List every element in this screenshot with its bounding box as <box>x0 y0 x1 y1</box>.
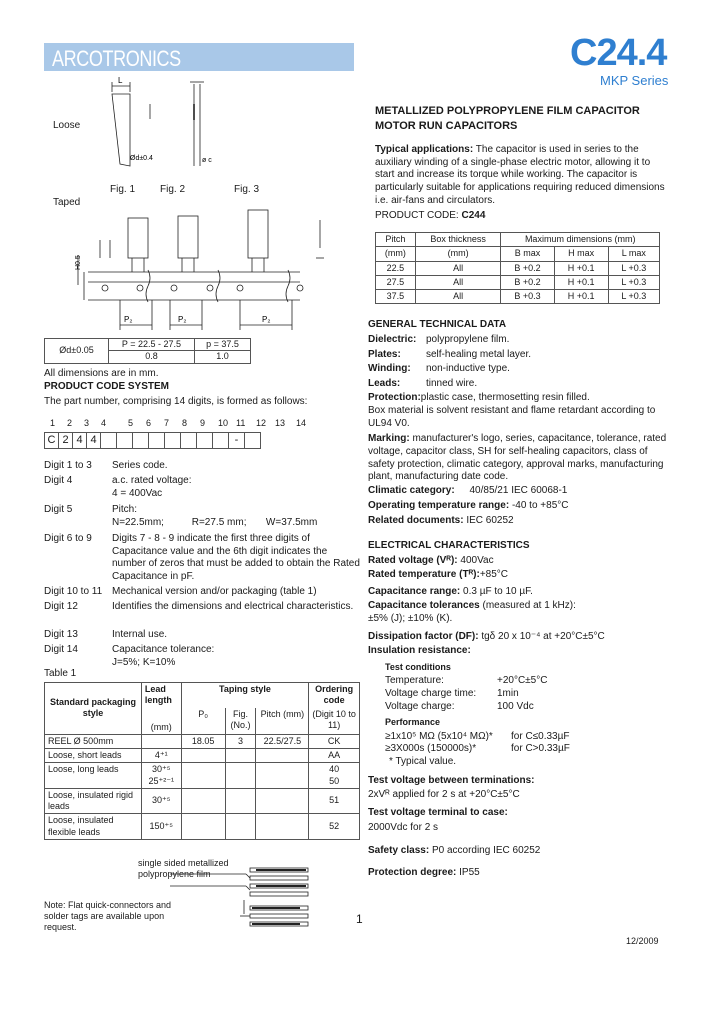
general-value: non-inductive type. <box>426 363 510 374</box>
table1-cell: 40 50 <box>309 763 360 789</box>
table1-cell <box>256 749 309 763</box>
loose-label: Loose <box>53 120 81 131</box>
digit-box <box>181 433 197 449</box>
ref-cell: 1.0 <box>195 351 251 363</box>
table1-cell <box>256 788 309 814</box>
product-code <box>375 210 485 223</box>
dims-cell: B +0.2 <box>501 275 554 289</box>
dims-sub-cell: H max <box>554 247 608 261</box>
brand-logo: ARCOTRONICS <box>52 46 181 71</box>
safety-label: Safety class: <box>368 844 430 856</box>
dims-cell: H +0.1 <box>554 290 608 304</box>
digit-key: Digit 14 <box>44 644 78 655</box>
safety-value: P0 according IEC 60252 <box>431 844 541 856</box>
dims-header-box: Box thickness <box>415 233 501 247</box>
film-label: single sided metallized polypropylene film <box>138 858 229 879</box>
tv-case-label: Test voltage terminal to case: <box>368 807 508 819</box>
df-label: Dissipation factor (DF): <box>368 631 479 643</box>
table1-cell <box>225 788 256 814</box>
climatic-row <box>368 485 668 498</box>
protection-row <box>368 867 668 880</box>
cap-range-label: Capacitance range: <box>368 586 461 598</box>
dims-cell: B +0.2 <box>501 261 554 275</box>
dim-c-label: ø c <box>202 157 212 164</box>
digit-key: Digit 12 <box>44 601 78 612</box>
test-conditions-heading: Test conditions <box>385 661 451 672</box>
rated-voltage-row <box>368 555 668 568</box>
title-line-1: METALLIZED POLYPROPYLENE FILM CAPACITOR <box>375 105 640 117</box>
cap-tol-label: Capacitance tolerances <box>368 600 480 612</box>
cap-range-row <box>368 586 668 599</box>
table1-cell: Loose, long leads <box>45 763 142 789</box>
dims-cell: H +0.1 <box>554 261 608 275</box>
digit-value: Internal use. <box>112 629 168 640</box>
protection-value: IP55 <box>459 867 480 879</box>
table1-cell <box>141 734 181 748</box>
cap-tol-row <box>368 600 668 613</box>
dims-cell: L +0.3 <box>608 290 659 304</box>
dims-sub-cell: (mm) <box>415 247 501 261</box>
table1-cell: 22.5/27.5 <box>256 734 309 748</box>
general-key: Protection: <box>368 392 421 403</box>
dims-cell: L +0.3 <box>608 275 659 289</box>
digit-position: 12 <box>256 418 267 428</box>
digit-box: 2 <box>59 433 73 449</box>
digit-position: 10 <box>218 418 229 428</box>
connector-note: Note: Flat quick-connectors and solder tags are available upon request. <box>44 900 172 932</box>
digit-value: Mechanical version and/or packaging (table 1) <box>112 586 317 597</box>
climatic-label: Climatic category: <box>368 485 455 497</box>
fig2-label: Fig. 2 <box>160 184 186 195</box>
general-item <box>368 349 668 364</box>
digit-value: 4 = 400Vac <box>112 488 163 499</box>
pitch-label-2: P₂ <box>178 315 187 324</box>
general-item <box>368 334 668 349</box>
digit-position: 7 <box>164 418 170 428</box>
digit-value: Capacitance tolerance: <box>112 644 215 655</box>
dims-cell: 27.5 <box>376 275 416 289</box>
perf-value: for C>0.33µF <box>511 743 570 755</box>
table1-cell <box>225 763 256 789</box>
docs-row <box>368 515 668 528</box>
table1-cell: 52 <box>309 814 360 840</box>
digit-position: 13 <box>275 418 286 428</box>
tv-term-label: Test voltage between terminations: <box>368 774 535 786</box>
table1-sub-cell: (Digit 10 to 11) <box>309 708 360 735</box>
ref-cell: p = 37.5 <box>195 339 251 351</box>
digit-position: 11 <box>236 418 246 428</box>
digit-value: Identifies the dimensions and electrical characteristics. <box>112 601 354 612</box>
winding-construction-drawing <box>170 862 320 932</box>
dims-cell: 37.5 <box>376 290 416 304</box>
digit-value: J=5%; K=10% <box>112 657 176 668</box>
cap-range-value: 0.3 µF to 10 µF. <box>463 586 533 598</box>
box-material-text: Box material is solvent resistant and flame retardant according to UL94 V0. <box>368 405 656 429</box>
tc-value: +20°C±5°C <box>497 675 548 687</box>
digit-key: Digit 6 to 9 <box>44 533 92 544</box>
applications-text: The capacitor is used in series to the auxiliary winding of a single-phase electric motor, allowing it to start and increase its torque while working. The capacitor is particularly suitable for applications requiring reduced dimensions i.e. air-fans and circulators. <box>375 144 665 206</box>
table1-cell: 4⁺¹ <box>141 749 181 763</box>
table1-cell <box>225 749 256 763</box>
dims-subheader-row <box>376 247 660 261</box>
dim-d-label: Ød±0.4 <box>130 155 153 162</box>
digit-box <box>197 433 213 449</box>
digit-value: N=22.5mm; R=27.5 mm; W=37.5mm <box>112 517 318 528</box>
general-key: Winding: <box>368 363 411 374</box>
test-conditions <box>385 675 668 713</box>
dims-cell: All <box>415 275 501 289</box>
tv-case-value: 2000Vdc for 2 s <box>368 821 439 833</box>
dims-sub-cell: (mm) <box>376 247 416 261</box>
dims-row <box>376 261 660 275</box>
digit-box-row <box>45 433 261 449</box>
dims-row <box>376 275 660 289</box>
table1-cell <box>181 814 225 840</box>
table1-cell <box>181 788 225 814</box>
general-item <box>368 363 668 378</box>
table1-cell: 150⁺⁵ <box>141 814 181 840</box>
ref-cell: 0.8 <box>109 351 195 363</box>
cap-tol-note: (measured at 1 kHz): <box>482 600 576 612</box>
model-number: C24.4 <box>570 32 667 74</box>
table1-cell <box>256 814 309 840</box>
table1-sub-cell: Fig. (No.) <box>225 708 256 735</box>
general-value: tinned wire. <box>426 377 478 389</box>
op-temp-row <box>368 500 668 513</box>
series-name: MKP Series <box>600 73 669 88</box>
tv-term-row <box>368 775 668 788</box>
perf-key: ≥3X000s (150000s)* <box>385 743 477 755</box>
general-value: self-healing metal layer. <box>426 348 532 360</box>
safety-row <box>368 845 668 858</box>
digit-key: Digit 5 <box>44 504 73 515</box>
dims-cell: 22.5 <box>376 261 416 275</box>
general-item <box>368 378 668 393</box>
table1-row <box>45 763 360 789</box>
table1-header-std: Standard packaging style <box>45 683 142 735</box>
performance <box>385 731 668 769</box>
packaging-table <box>44 682 360 840</box>
loose-capacitor-drawing <box>90 74 220 174</box>
digit-position: 8 <box>182 418 188 428</box>
digit-value: Series code. <box>112 460 168 471</box>
tc-key: Voltage charge: <box>385 700 455 712</box>
perf-row <box>385 731 668 744</box>
table1-caption: Table 1 <box>44 668 77 679</box>
digit-value: Pitch: <box>112 504 138 515</box>
pitch-label-1: P₂ <box>124 315 133 324</box>
digit-box: 4 <box>73 433 87 449</box>
digit-key: Digit 1 to 3 <box>44 460 92 471</box>
table1-cell: 51 <box>309 788 360 814</box>
taped-label: Taped <box>53 197 81 208</box>
table1-header-row <box>45 683 360 708</box>
op-temp-label: Operating temperature range: <box>368 499 510 511</box>
lead-reference-table <box>44 338 251 364</box>
table1-sub-cell: (mm) <box>141 708 181 735</box>
dims-cell: H +0.1 <box>554 275 608 289</box>
dims-cell: All <box>415 261 501 275</box>
electrical-section <box>368 555 668 880</box>
dims-sub-cell: L max <box>608 247 659 261</box>
tc-key: Voltage charge time: <box>385 687 477 699</box>
cap-tol-value: ±5% (J); ±10% (K). <box>368 612 453 624</box>
part-number-boxes <box>44 432 261 449</box>
electrical-heading: ELECTRICAL CHARACTERISTICS <box>368 540 530 551</box>
perf-value: for C≤0.33µF <box>511 730 570 742</box>
fig3-label: Fig. 3 <box>234 184 260 195</box>
table1-cell <box>256 763 309 789</box>
table1-row <box>45 749 360 763</box>
ir-row <box>368 645 668 658</box>
general-heading: GENERAL TECHNICAL DATA <box>368 319 507 330</box>
table1-cell: 30⁺⁵ 25⁺²⁻¹ <box>141 763 181 789</box>
dims-cell: All <box>415 290 501 304</box>
docs-label: Related documents: <box>368 514 464 526</box>
table1-sub-cell: Pitch (mm) <box>256 708 309 735</box>
rated-temp-value: +85°C <box>479 568 509 580</box>
digit-key: Digit 13 <box>44 629 78 640</box>
table1-sub-cell: P₀ <box>181 708 225 735</box>
dim-L-label: L <box>118 76 123 85</box>
table1-cell: AA <box>309 749 360 763</box>
ref-row <box>45 339 251 351</box>
dimensions-note: All dimensions are in mm. <box>44 368 159 379</box>
dims-row <box>376 290 660 304</box>
digit-box <box>213 433 229 449</box>
digit-value: Digits 7 - 8 - 9 indicate the first three digits of Capacitance value and the 6th digit indicates the number of zeros that must be added to obtain the Rated Capacitance in pF. <box>112 533 360 582</box>
digit-box <box>149 433 165 449</box>
title-line-2: MOTOR RUN CAPACITORS <box>375 119 518 132</box>
typical-note: * Typical value. <box>389 756 457 768</box>
table1-cell <box>181 763 225 789</box>
perf-key: ≥1x10⁵ MΩ (5x10⁴ MΩ)* <box>385 730 493 742</box>
df-row <box>368 631 668 644</box>
digit-box: C <box>45 433 59 449</box>
table1-cell: Loose, insulated rigid leads <box>45 788 142 814</box>
table1-cell: 30⁺⁵ <box>141 788 181 814</box>
op-temp-value: -40 to +85°C <box>511 499 569 511</box>
digit-box <box>245 433 261 449</box>
table1-header-taping: Taping style <box>181 683 309 708</box>
perf-row <box>385 743 668 756</box>
tv-case-row <box>368 807 668 820</box>
revision-date: 12/2009 <box>626 936 659 946</box>
ref-cell: P = 22.5 - 27.5 <box>109 339 195 351</box>
applications-paragraph <box>375 144 665 207</box>
rated-voltage-value: 400Vac <box>460 555 494 566</box>
table1-row <box>45 788 360 814</box>
applications-label: Typical applications: <box>375 144 474 155</box>
ref-label-cell: Ød±0.05 <box>45 339 109 364</box>
tc-row <box>385 701 668 714</box>
table1-header-order: Ordering code <box>309 683 360 708</box>
digit-box: - <box>229 433 245 449</box>
digit-key: Digit 4 <box>44 475 73 486</box>
dims-cell: L +0.3 <box>608 261 659 275</box>
dimensions-table <box>375 232 660 304</box>
digit-position: 5 <box>128 418 134 428</box>
tc-row <box>385 688 668 701</box>
table1-cell: REEL Ø 500mm <box>45 734 142 748</box>
general-value: polypropylene film. <box>426 334 510 345</box>
digit-position: 2 <box>67 418 73 428</box>
digit-box <box>101 433 117 449</box>
digit-position: 14 <box>296 418 307 428</box>
df-value: tgδ 20 x 10⁻⁴ at +20°C±5°C <box>481 631 605 643</box>
rated-temp-label: Rated temperature (Tᴿ): <box>368 568 480 580</box>
pcs-heading: PRODUCT CODE SYSTEM <box>44 381 170 392</box>
marking-label: Marking: <box>368 433 410 445</box>
marking-text: manufacturer's logo, series, capacitance, tolerance, rated voltage, capacitor class, SH for self-healing capacitors, class of safety protection, climatic category, approval marks, manufacturing plant, manufacturing date code. <box>368 433 667 483</box>
tc-key: Temperature: <box>385 675 444 687</box>
table1-cell: 3 <box>225 734 256 748</box>
performance-heading: Performance <box>385 717 441 728</box>
table1-cell: 18.05 <box>181 734 225 748</box>
general-list <box>368 334 668 527</box>
digit-position: 3 <box>84 418 90 428</box>
digit-box <box>165 433 181 449</box>
tc-value: 1min <box>497 687 519 699</box>
fig1-label: Fig. 1 <box>110 184 136 195</box>
tc-value: 100 Vdc <box>497 700 534 712</box>
digit-box <box>133 433 149 449</box>
general-value: plastic case, thermosetting resin filled. <box>420 392 590 403</box>
general-key: Plates: <box>368 348 401 360</box>
taped-capacitor-drawing <box>70 200 340 340</box>
table1-row <box>45 814 360 840</box>
rated-temp-row <box>368 569 668 582</box>
dims-header-row <box>376 233 660 247</box>
table1-row <box>45 734 360 748</box>
tv-term-value: 2xVᴿ applied for 2 s at +20°C±5°C <box>368 789 520 801</box>
general-item <box>368 392 668 405</box>
general-key: Dielectric: <box>368 334 417 345</box>
dims-header-pitch: Pitch <box>376 233 416 247</box>
marking-paragraph <box>368 433 668 484</box>
table1-cell: Loose, short leads <box>45 749 142 763</box>
dims-header-max: Maximum dimensions (mm) <box>501 233 660 247</box>
table1-cell: Loose, insulated flexible leads <box>45 814 142 840</box>
table1-cell: CK <box>309 734 360 748</box>
protection-label: Protection degree: <box>368 867 457 879</box>
ir-label: Insulation resistance: <box>368 645 471 657</box>
dims-cell: B +0.3 <box>501 290 554 304</box>
digit-value: a.c. rated voltage: <box>112 475 192 486</box>
product-code-value: C244 <box>461 210 486 221</box>
digit-position: 9 <box>200 418 206 428</box>
dim-h-label: H0.5 <box>75 255 82 270</box>
pitch-label-3: P₂ <box>262 315 271 324</box>
page-number: 1 <box>356 912 363 926</box>
table1-cell <box>181 749 225 763</box>
digit-position: 6 <box>146 418 152 428</box>
pcs-intro: The part number, comprising 14 digits, is formed as follows: <box>44 396 308 407</box>
digit-box <box>117 433 133 449</box>
docs-value: IEC 60252 <box>466 514 514 526</box>
table1-cell <box>225 814 256 840</box>
digit-key: Digit 10 to 11 <box>44 586 103 597</box>
product-code-label: PRODUCT CODE: <box>375 210 459 221</box>
tc-row <box>385 675 668 688</box>
rated-voltage-label: Rated voltage (Vᴿ): <box>368 555 458 566</box>
dims-sub-cell: B max <box>501 247 554 261</box>
digit-position: 4 <box>101 418 107 428</box>
general-key: Leads: <box>368 377 401 389</box>
digit-position: 1 <box>50 418 56 428</box>
document-title <box>375 104 640 134</box>
climatic-value: 40/85/21 IEC 60068-1 <box>469 485 568 497</box>
digit-box: 4 <box>87 433 101 449</box>
table1-header-lead: Lead length <box>141 683 181 708</box>
